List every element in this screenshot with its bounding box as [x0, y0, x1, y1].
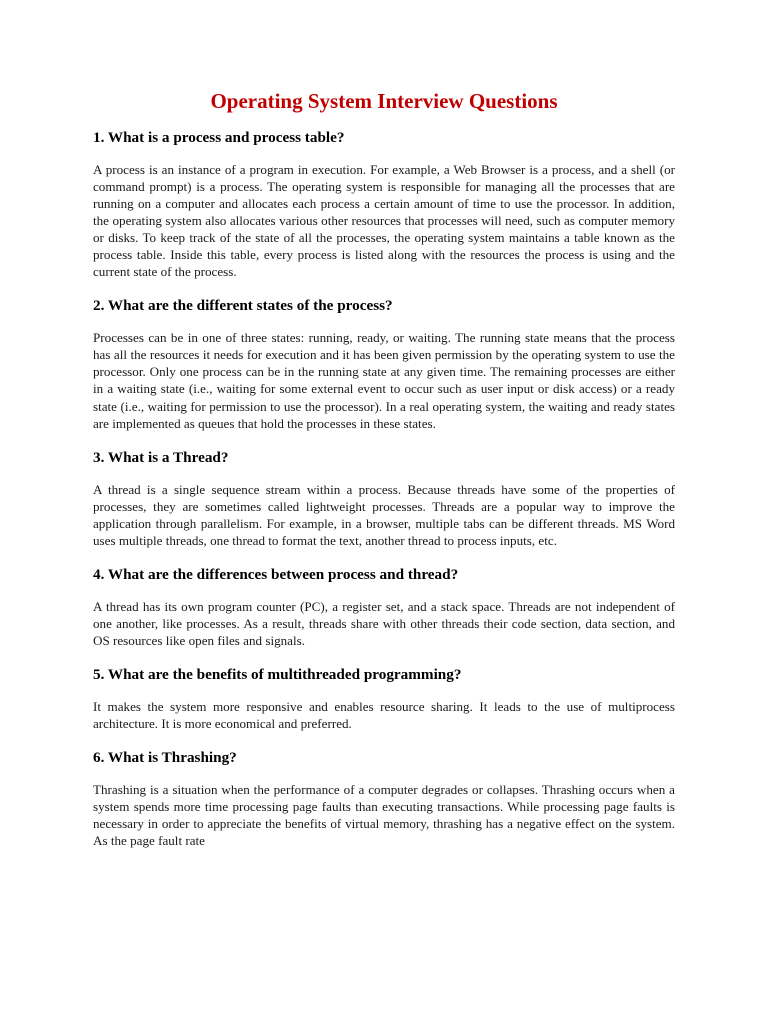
- question-1-heading: 1. What is a process and process table?: [93, 129, 345, 146]
- question-2-heading: 2. What are the different states of the process?: [93, 297, 393, 315]
- page-title: Operating System Interview Questions: [210, 89, 558, 113]
- question-4-heading: 4. What are the differences between process and thread?: [93, 565, 459, 583]
- question-5-heading: 5. What are the benefits of multithreaded programming?: [93, 665, 462, 683]
- question-6-heading: 6. What is Thrashing?: [93, 749, 237, 767]
- question-1-body: A process is an instance of a program in execution. For example, a Web Browser is a process, and a shell (or command prompt) is a process. The operating system is responsible for managing all the processes that are running on a computer and allocates each process a certain amount of time to use the processor. In addition, the operating system also allocates various other resources that processes will need, such as computer memory or disks. To keep track of the state of all the processes, the operating system maintains a table known as the process table. Inside this table, every process is listed along with the resources the process is using and the current state of the process.: [93, 162, 675, 280]
- question-4-body: A thread has its own program counter (PC), a register set, and a stack space. Threads are not independent of one another, like processes. As a result, threads share with other threads their code section, data section, and OS resources like open files and signals.: [93, 598, 675, 648]
- question-3-body: A thread is a single sequence stream within a process. Because threads have some of the properties of processes, they are sometimes called lightweight processes. Threads are a popular way to improve the application through parallelism. For example, in a browser, multiple tabs can be different threads. MS Word uses multiple threads, one thread to format the text, another thread to process inputs, etc.: [93, 481, 675, 548]
- question-3-heading: 3. What is a Thread?: [93, 448, 229, 466]
- question-6-body: Thrashing is a situation when the performance of a computer degrades or collapses. Thrashing occurs when a system spends more time processing page faults than executing transactions. While processing page faults is necessary in order to appreciate the benefits of virtual memory, thrashing has a negative effect on the system. As the page fault rate: [93, 782, 675, 849]
- question-5-body: It makes the system more responsive and enables resource sharing. It leads to the use of multiprocess architecture. It is more economical and preferred.: [93, 698, 675, 731]
- document-page: [93, 86, 675, 849]
- question-2-body: Processes can be in one of three states: running, ready, or waiting. The running state means that the process has all the resources it needs for execution and it has been given permission by the operating system to use the processor. Only one process can be in the running state at any given time. The remaining processes are either in a waiting state (i.e., waiting for some external event to occur such as user input or disk access) or a ready state (i.e., waiting for permission to use the processor). In a real operating system, the waiting and ready states are implemented as queues that hold the processes in these states.: [93, 330, 675, 431]
